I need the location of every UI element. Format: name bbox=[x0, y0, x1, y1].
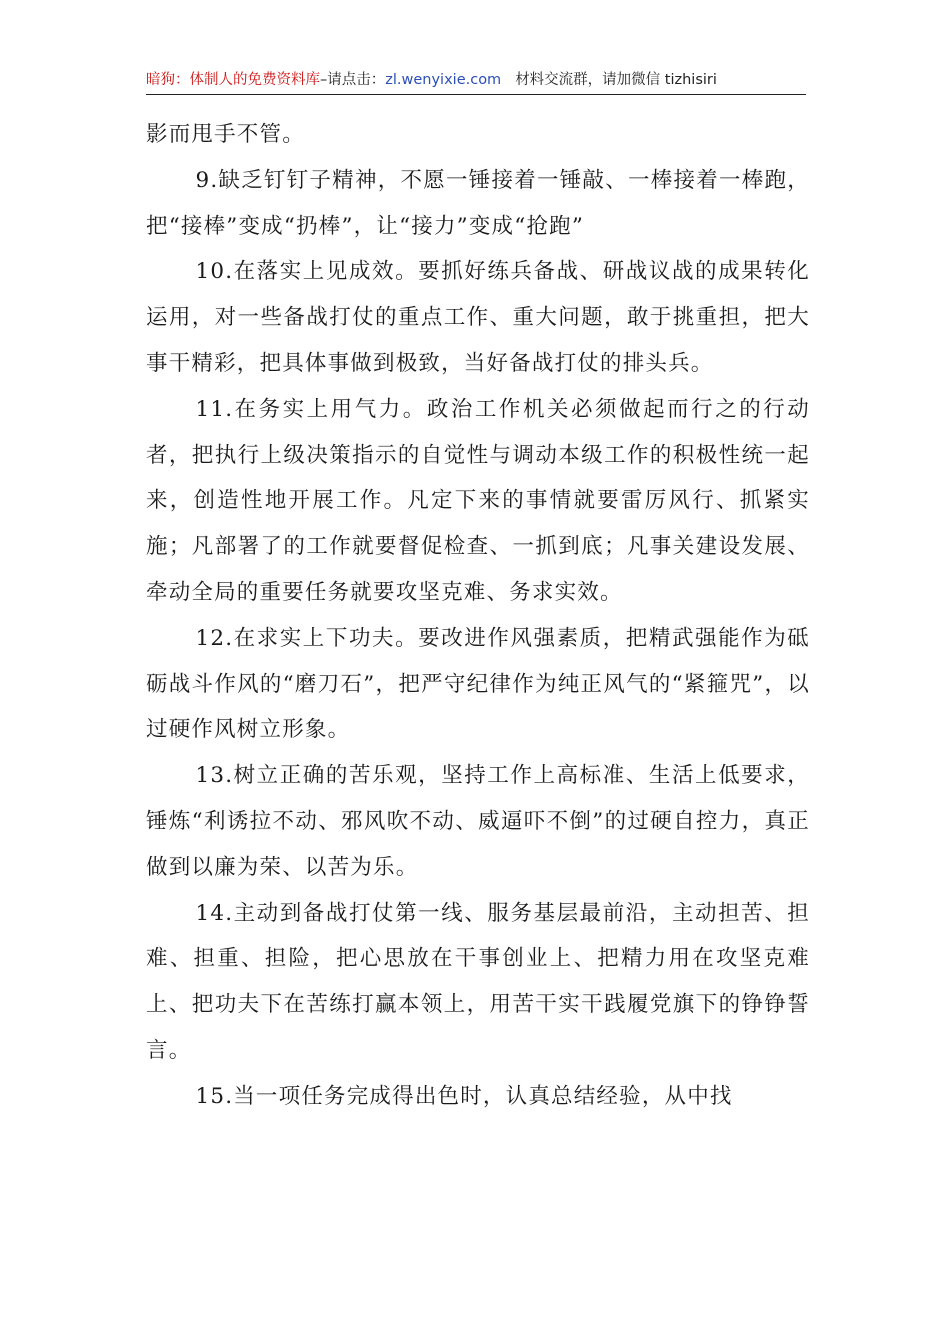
header-site-name: 暗狗：体制人的免费资料库 bbox=[146, 72, 320, 88]
header-url-link[interactable]: zl.wenyixie.com bbox=[385, 72, 502, 88]
header-click-prompt: –请点击： bbox=[320, 72, 386, 88]
document-body bbox=[146, 112, 810, 1120]
paragraph-item-11: 11.在务实上用气力。政治工作机关必须做起而行之的行动者，把执行上级决策指示的自觉性与调动本级工作的积极性统一起来，创造性地开展工作。凡定下来的事情就要雷厉风行、抓紧实施；凡部署了的工作就要督促检查、一抓到底；凡事关建设发展、牵动全局的重要任务就要攻坚克难、务求实效。 bbox=[146, 396, 810, 605]
header-wechat-note: 材料交流群，请加微信 tizhisiri bbox=[515, 72, 717, 88]
page-header bbox=[146, 66, 806, 95]
paragraph-item-15: 15.当一项任务完成得出色时，认真总结经验，从中找 bbox=[195, 1083, 733, 1109]
paragraph-item-13: 13.树立正确的苦乐观，坚持工作上高标准、生活上低要求，锤炼“利诱拉不动、邪风吹不动、威逼吓不倒”的过硬自控力，真正做到以廉为荣、以苦为乐。 bbox=[146, 763, 810, 880]
paragraph-continuation: 影而甩手不管。 bbox=[146, 122, 305, 147]
paragraph-item-14: 14.主动到备战打仗第一线、服务基层最前沿，主动担苦、担难、担重、担险，把心思放在干事创业上、把精力用在攻坚克难上、把功夫下在苦练打赢本领上，用苦干实干践履党旗下的铮铮誓言。 bbox=[146, 900, 810, 1063]
paragraph-item-12: 12.在求实上下功夫。要改进作风强素质，把精武强能作为砥砺战斗作风的“磨刀石”，把严守纪律作为纯正风气的“紧箍咒”，以过硬作风树立形象。 bbox=[146, 625, 810, 743]
paragraph-item-10: 10.在落实上见成效。要抓好练兵备战、研战议战的成果转化运用，对一些备战打仗的重点工作、重大问题，敢于挑重担，把大事干精彩，把具体事做到极致，当好备战打仗的排头兵。 bbox=[146, 259, 810, 376]
paragraph-item-9: 9.缺乏钉钉子精神，不愿一锤接着一锤敲、一棒接着一棒跑，把“接棒”变成“扔棒”，让“接力”变成“抢跑” bbox=[146, 167, 810, 239]
